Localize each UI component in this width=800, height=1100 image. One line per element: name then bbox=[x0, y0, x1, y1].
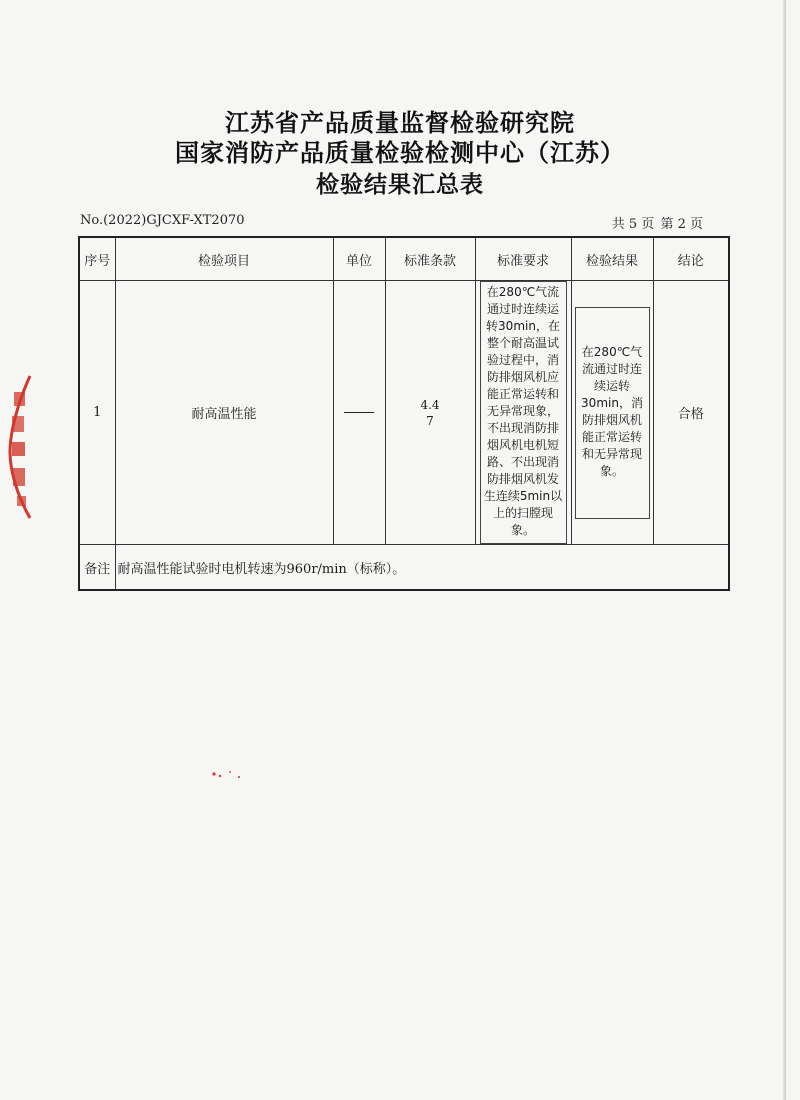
header-no: 序号 bbox=[79, 237, 115, 281]
results-table bbox=[78, 236, 730, 591]
header-item: 检验项目 bbox=[115, 237, 333, 281]
header-result: 检验结果 bbox=[571, 237, 653, 281]
institute-name: 江苏省产品质量监督检验研究院 bbox=[225, 109, 575, 137]
remark-text: 耐高温性能试验时电机转速为960r/min（标称）。 bbox=[115, 545, 729, 591]
ink-speck bbox=[208, 768, 248, 782]
cell-conclusion: 合格 bbox=[653, 281, 729, 545]
page-title: 检验结果汇总表 bbox=[316, 172, 484, 198]
report-number: No.(2022)GJCXF-XT2070 bbox=[80, 213, 245, 228]
cell-item: 耐高温性能 bbox=[115, 281, 333, 545]
cell-no: 1 bbox=[79, 281, 115, 545]
result-box bbox=[575, 307, 650, 519]
cell-result bbox=[571, 281, 653, 545]
center-name: 国家消防产品质量检验检测中心（江苏） bbox=[175, 139, 625, 167]
current-page: 第 2 页 bbox=[660, 217, 703, 232]
table-row bbox=[79, 281, 729, 545]
remark-row bbox=[79, 545, 729, 591]
page-indicator bbox=[611, 213, 704, 232]
header-unit: 单位 bbox=[333, 237, 385, 281]
cell-requirement bbox=[475, 281, 571, 545]
remark-label: 备注 bbox=[79, 545, 115, 591]
unit-dash bbox=[344, 412, 374, 413]
result-text: 在280℃气流通过时连续运转30min，消防排烟风机能正常运转和无异常现象。 bbox=[581, 344, 643, 478]
header-requirement: 标准要求 bbox=[475, 237, 571, 281]
header-conclusion: 结论 bbox=[653, 237, 729, 281]
cell-clause bbox=[385, 281, 475, 545]
table-header-row bbox=[79, 237, 729, 281]
seal-stamp-fragment bbox=[0, 372, 34, 522]
total-pages: 共 5 页 bbox=[611, 217, 655, 232]
report-titles bbox=[0, 108, 800, 200]
requirement-text: 在280℃气流通过时连续运转30min，在整个耐高温试验过程中，消防排烟风机应能正常运转和无异常现象，不出现消防排烟风机电机短路、不出现消防排烟风机发生连续5min以上的扫膛现象。 bbox=[480, 281, 567, 544]
cell-unit bbox=[333, 281, 385, 545]
header-clause: 标准条款 bbox=[385, 237, 475, 281]
clause-text: 4.4 7 bbox=[420, 397, 440, 428]
